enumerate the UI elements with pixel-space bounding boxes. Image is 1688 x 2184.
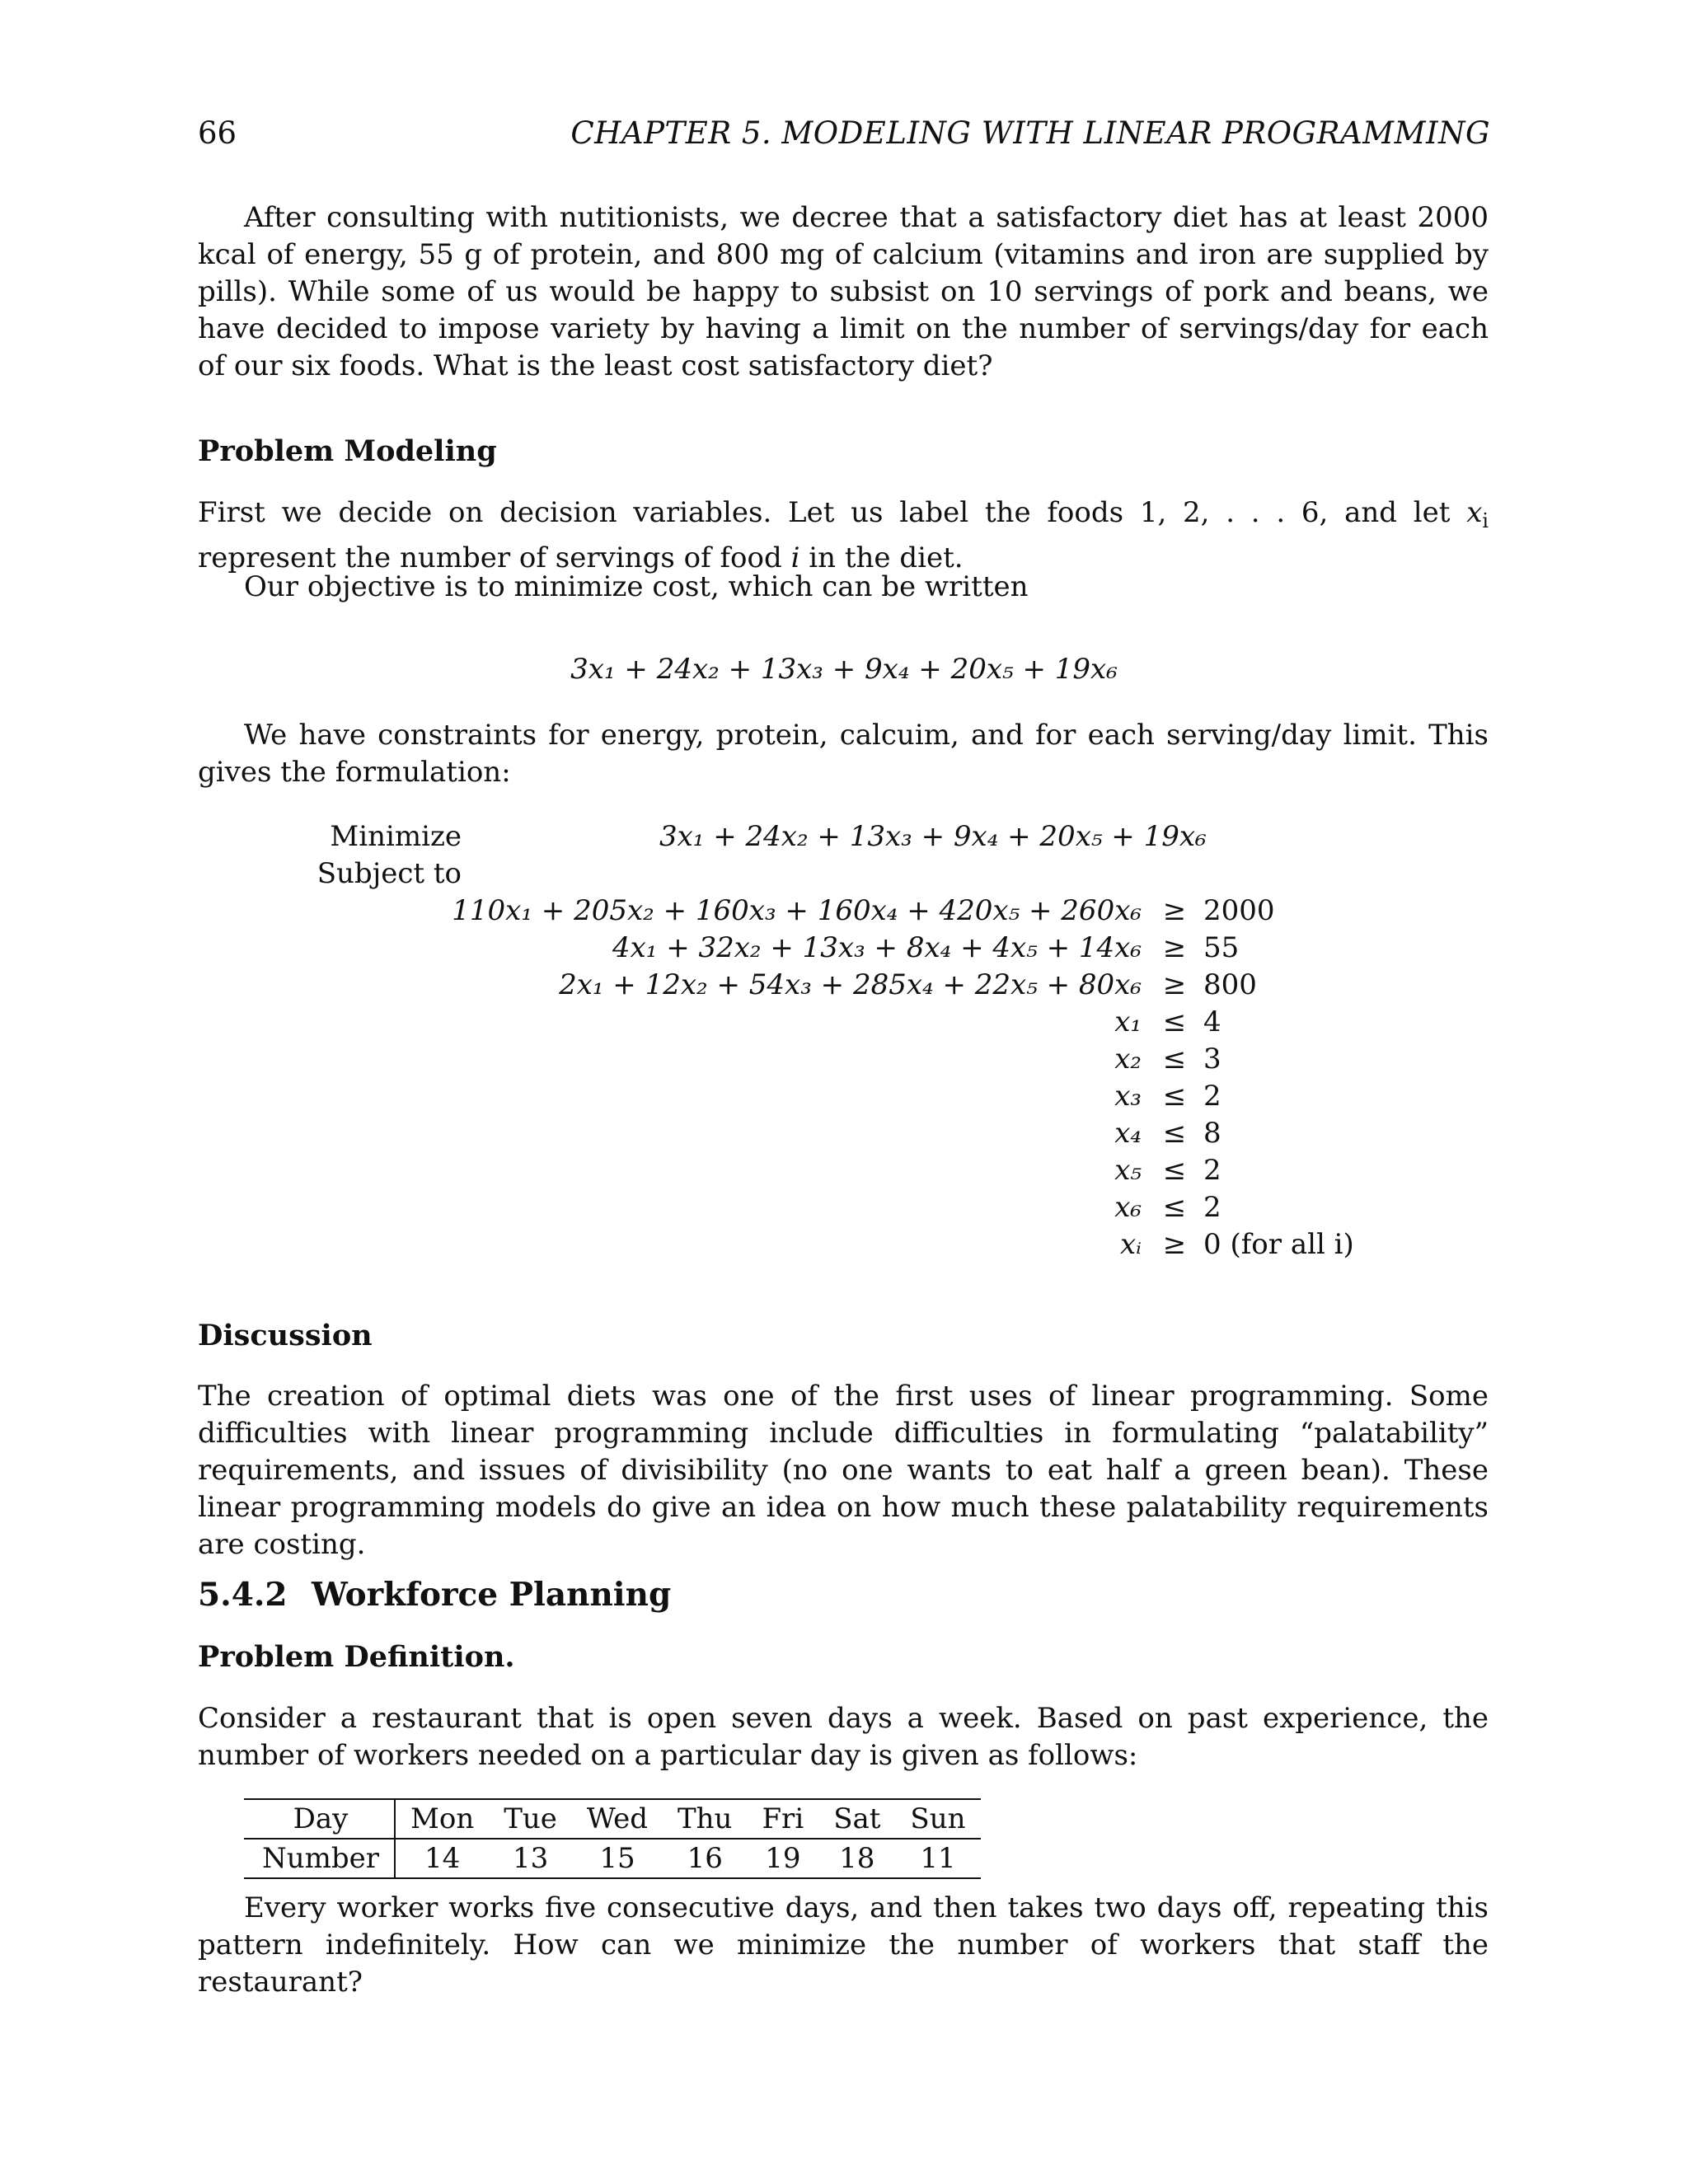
constraint-relation: ≥: [1162, 894, 1187, 927]
constraint-rhs: 4: [1203, 1005, 1221, 1038]
constraint-relation: ≥: [1162, 931, 1187, 964]
constraint-rhs: 3: [1203, 1043, 1221, 1076]
table-cell: 18: [818, 1839, 895, 1878]
modeling-paragraph-3: We have constraints for energy, protein, calcuim, and for each serving/day limit. This gives the formulation:: [198, 719, 1489, 789]
workforce-paragraph-1: Consider a restaurant that is open seven days a week. Based on past experience, the number of workers needed on a particular day is given as follows:: [198, 1702, 1489, 1772]
table-cell: Tue: [489, 1799, 572, 1839]
constraint-rhs: 55: [1203, 931, 1240, 964]
subject-to-label: Subject to: [316, 857, 462, 890]
constraint-lhs: 110x₁ + 205x₂ + 160x₃ + 160x₄ + 420x₅ + 260x₆: [452, 894, 1142, 927]
constraint-rhs: 2: [1203, 1154, 1221, 1187]
table-cell: 13: [489, 1839, 572, 1878]
table-cell: Mon: [395, 1799, 489, 1839]
modeling-p1-a: First we decide on decision variables. Let us label the foods 1, 2, . . . 6, and let: [198, 496, 1467, 529]
discussion-heading: Discussion: [198, 1319, 373, 1352]
constraint-rhs: 2000: [1203, 894, 1275, 927]
food-index: i: [790, 541, 800, 575]
table-row: [244, 1799, 981, 1839]
table-cell: 19: [747, 1839, 818, 1878]
decision-variable-subscript: i: [1482, 509, 1489, 533]
constraint-rhs: 8: [1203, 1117, 1221, 1150]
table-cell: Sun: [895, 1799, 980, 1839]
constraint-lhs: x₁: [1114, 1005, 1142, 1038]
table-cell: Thu: [663, 1799, 747, 1839]
minimize-label: Minimize: [330, 820, 462, 853]
constraint-lhs: xᵢ: [1119, 1228, 1142, 1261]
constraint-lhs: x₂: [1114, 1043, 1142, 1076]
section-number: 5.4.2: [198, 1576, 288, 1614]
decision-variable: x: [1466, 496, 1483, 529]
running-head: CHAPTER 5. MODELING WITH LINEAR PROGRAMMING: [570, 115, 1490, 151]
constraint-lhs: x₅: [1114, 1154, 1142, 1187]
constraint-relation: ≥: [1162, 968, 1187, 1001]
constraint-relation: ≤: [1162, 1080, 1187, 1113]
modeling-paragraph-2: Our objective is to minimize cost, which can be written: [244, 570, 1029, 603]
intro-paragraph: After consulting with nutitionists, we decree that a satisfactory diet has at least 2000 kcal of energy, 55 g of protein, and 800 mg of calcium (vitamins and iron are supplied by pills). While some of us would be happy to subsist on 10 servings of pork and beans, we have decided to impose variety by having a limit on the number of servings/day for each of our six foods. What is the least cost satisfactory diet?: [198, 201, 1489, 382]
modeling-paragraph-1: [198, 494, 1489, 577]
table-cell: Sat: [818, 1799, 895, 1839]
table-header-cell: Day: [244, 1799, 395, 1839]
table-cell: 11: [895, 1839, 980, 1878]
constraint-rhs: 800: [1203, 968, 1257, 1001]
constraint-relation: ≤: [1162, 1154, 1187, 1187]
table-row: [244, 1839, 981, 1878]
constraint-relation: ≥: [1162, 1228, 1187, 1261]
page-number: 66: [198, 115, 237, 151]
table-header-cell: Number: [244, 1839, 395, 1878]
constraint-relation: ≤: [1162, 1005, 1187, 1038]
lp-objective: 3x₁ + 24x₂ + 13x₃ + 9x₄ + 20x₅ + 19x₆: [659, 820, 1207, 853]
constraint-relation: ≤: [1162, 1117, 1187, 1150]
table-cell: 14: [395, 1839, 489, 1878]
constraint-relation: ≤: [1162, 1043, 1187, 1076]
table-cell: 16: [663, 1839, 747, 1878]
objective-equation: 3x₁ + 24x₂ + 13x₃ + 9x₄ + 20x₅ + 19x₆: [570, 653, 1118, 686]
modeling-p1-c: in the diet.: [799, 541, 964, 575]
table-cell: 15: [572, 1839, 663, 1878]
problem-definition-heading: Problem Definition.: [198, 1640, 515, 1674]
constraint-rhs: 0 (for all i): [1203, 1228, 1354, 1261]
constraint-lhs: 2x₁ + 12x₂ + 54x₃ + 285x₄ + 22x₅ + 80x₆: [559, 968, 1142, 1001]
workforce-paragraph-2: Every worker works five consecutive days, and then takes two days off, repeating this pattern indefinitely. How can we minimize the number of workers that staff the restaurant?: [198, 1891, 1489, 1999]
constraint-lhs: 4x₁ + 32x₂ + 13x₃ + 8x₄ + 4x₅ + 14x₆: [612, 931, 1142, 964]
table-cell: Fri: [747, 1799, 818, 1839]
constraint-lhs: x₃: [1114, 1080, 1142, 1113]
constraint-lhs: x₄: [1114, 1117, 1142, 1150]
section-heading: [198, 1576, 671, 1614]
constraint-rhs: 2: [1203, 1191, 1221, 1224]
table-cell: Wed: [572, 1799, 663, 1839]
problem-modeling-heading: Problem Modeling: [198, 434, 497, 468]
section-title: Workforce Planning: [312, 1576, 672, 1614]
discussion-paragraph: The creation of optimal diets was one of the first uses of linear programming. Some difficulties with linear programming include difficulties in formulating “palatability” requirements, and issues of divisibility (no one wants to eat half a green bean). These linear programming models do give an idea on how much these palatability requirements are costing.: [198, 1380, 1489, 1561]
constraint-relation: ≤: [1162, 1191, 1187, 1224]
constraint-rhs: 2: [1203, 1080, 1221, 1113]
constraint-lhs: x₆: [1114, 1191, 1142, 1224]
workers-table: [244, 1798, 981, 1879]
modeling-p1-b: represent the number of servings of food: [198, 541, 791, 575]
